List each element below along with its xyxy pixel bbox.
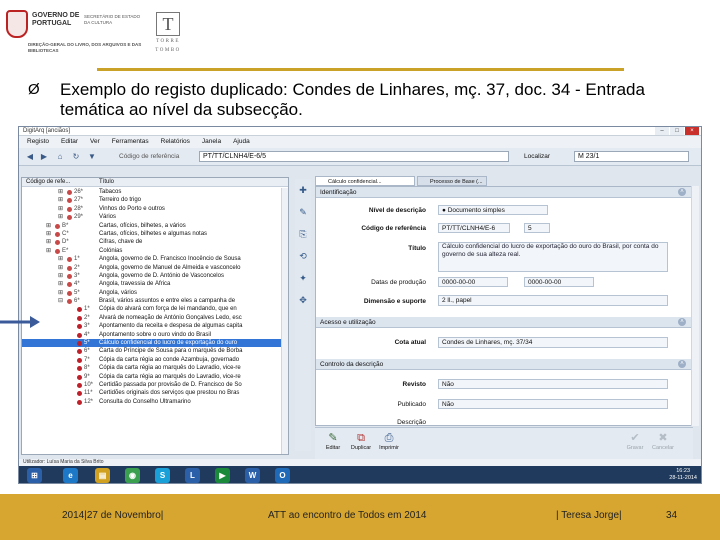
record-level-icon — [55, 249, 60, 254]
record-level-icon — [77, 341, 82, 346]
start-icon[interactable]: ⊞ — [27, 468, 42, 483]
tree-row-code: 27* — [74, 197, 84, 204]
revisto-field[interactable]: Não — [438, 379, 668, 389]
close-icon[interactable]: × — [685, 127, 699, 135]
publicado-field[interactable]: Não — [438, 399, 668, 409]
tree-row-title: Apontamento da receita e despesa de algumas capita — [99, 323, 243, 330]
tree-row-code: 5* — [84, 340, 90, 347]
duplicate-button[interactable] — [349, 431, 373, 451]
expand-icon[interactable]: ⊞ — [58, 189, 64, 195]
tree-row[interactable] — [22, 255, 288, 263]
move-icon[interactable]: ✥ — [299, 295, 307, 305]
tree-row-code: 10* — [84, 381, 94, 388]
tree-row-code: 2* — [84, 314, 90, 321]
descricao-label: Descrição — [397, 419, 426, 426]
tree-row[interactable] — [22, 205, 288, 213]
outlook-icon[interactable]: O — [275, 468, 290, 483]
edit-button[interactable] — [321, 431, 345, 451]
tree-row-code: 3* — [74, 272, 80, 279]
tree-row-code: 29* — [74, 214, 84, 221]
tree-row-title: Cópia da carta régia ao marquês do Lavradio, vice-re — [99, 365, 241, 372]
level-select[interactable]: ● Documento simples — [438, 205, 548, 215]
expand-icon[interactable]: ⊞ — [58, 289, 64, 296]
slide-header — [0, 0, 720, 68]
expand-icon[interactable]: ⊞ — [58, 281, 64, 288]
tree-row-code: 5* — [74, 289, 80, 296]
tree-row-code: 26* — [74, 189, 84, 195]
tree-row[interactable] — [22, 347, 288, 355]
record-level-icon — [67, 198, 72, 203]
record-level-icon — [77, 366, 82, 371]
record-level-icon — [67, 299, 72, 304]
duplicate-label: Duplicar — [350, 445, 372, 451]
ref-code-field-label: Código de referência — [361, 225, 426, 232]
bullet-arrow-icon: Ø — [28, 81, 40, 98]
tree-row[interactable] — [22, 314, 288, 322]
section-access[interactable] — [316, 317, 692, 328]
tree-row-code: 3* — [84, 323, 90, 330]
record-level-icon — [55, 224, 60, 229]
footer-author: | Teresa Jorge| — [556, 510, 622, 521]
record-tabs — [315, 176, 702, 186]
edit-icon[interactable]: ✎ — [299, 207, 307, 217]
tree-row-code: 4* — [74, 281, 80, 288]
word-icon[interactable]: W — [245, 468, 260, 483]
tree-row[interactable] — [22, 247, 288, 255]
tree-row-title: Certidão passada por provisão de D. Francisco de So — [99, 381, 242, 388]
record-level-icon — [77, 324, 82, 329]
tree-row-code: 7* — [84, 356, 90, 363]
tree-row-code: 12* — [84, 398, 94, 405]
collapse-icon[interactable]: ˄ — [678, 188, 686, 196]
tree-row[interactable] — [22, 373, 288, 381]
expand-icon[interactable]: ⊞ — [58, 264, 64, 271]
tree-row[interactable] — [22, 280, 288, 288]
tree-header — [22, 178, 288, 187]
taskbar — [19, 466, 702, 484]
attach-icon[interactable]: ⎘ — [299, 229, 307, 239]
tree-row[interactable] — [22, 238, 288, 246]
home-icon[interactable]: ⌂ — [57, 152, 63, 161]
tree-row[interactable] — [22, 188, 288, 196]
record-level-icon — [77, 358, 82, 363]
expand-icon[interactable]: ⊞ — [58, 214, 64, 221]
tree-row[interactable] — [22, 331, 288, 339]
skype-icon[interactable]: S — [155, 468, 170, 483]
gov-ministry: SECRETÁRIO DE ESTADO DA CULTURA — [84, 14, 141, 25]
gov-line-1: GOVERNO DE — [32, 12, 80, 19]
record-level-icon — [77, 391, 82, 396]
media-icon[interactable]: ▶ — [215, 468, 230, 483]
menu-bar — [19, 136, 701, 148]
tab-record[interactable]: Cálculo confidencial... — [315, 176, 415, 186]
back-icon[interactable]: ◀ — [26, 152, 34, 161]
folder-icon[interactable]: ▤ — [95, 468, 110, 483]
clock-date: 28-11-2014 — [669, 475, 697, 481]
tree-row-code: 28* — [74, 205, 84, 212]
dimension-field[interactable]: 2 ll., papel — [438, 295, 668, 306]
cancel-label: Cancelar — [651, 445, 674, 451]
tree-row[interactable] — [22, 222, 288, 230]
tree-row-code: 9* — [84, 373, 90, 380]
tree-row-code: 2* — [74, 264, 80, 271]
section-access-label: Acesso e utilização — [320, 319, 376, 326]
pencil-icon: ✎ — [328, 432, 338, 444]
record-level-icon — [67, 215, 72, 220]
tree-row-code: 1* — [84, 306, 90, 313]
tree-row-title: Angola, governo de D. Francisco Inocêncio de Sousa — [99, 256, 241, 263]
maximize-icon[interactable]: □ — [670, 127, 684, 135]
chrome-icon[interactable]: ◉ — [125, 468, 140, 483]
tree-row-code: B* — [62, 222, 69, 229]
toolbar — [19, 148, 701, 166]
tree-row[interactable] — [22, 398, 288, 406]
date-end-field[interactable]: 0000-00-00 — [524, 277, 594, 287]
tree-row-title: Cópia da carta régia ao marquês do Lavradio, vice-re — [99, 373, 241, 380]
tree-row[interactable] — [22, 272, 288, 280]
gov-line-2: PORTUGAL — [32, 20, 72, 27]
tree-row[interactable] — [22, 264, 288, 272]
menu-item[interactable]: Ferramentas — [111, 138, 149, 145]
tree-row-title: Angola, governo de Manuel de Almeida e vasconcelo — [99, 264, 241, 271]
record-level-icon — [67, 190, 72, 195]
dates-label: Datas de produção — [371, 279, 426, 286]
tree-row-code: 11* — [84, 390, 93, 397]
tree-row-title: Cartas, ofícios, bilhetes, a vários — [99, 222, 186, 229]
print-label: Imprimir — [379, 445, 399, 451]
level-label: Nível de descrição — [368, 207, 426, 214]
record-level-icon — [67, 291, 72, 296]
title-label: Título — [408, 245, 426, 252]
tag-icon[interactable]: ✦ — [299, 273, 307, 283]
torre-tombo-logo — [148, 12, 188, 60]
edit-label: Editar — [325, 445, 341, 451]
tree-row-title: Cálculo confidencial do lucro de exportação do ouro — [99, 340, 238, 347]
tree-row-code: 6* — [84, 348, 90, 355]
tree-row[interactable] — [22, 230, 288, 238]
tree-row-title: Colónias — [99, 247, 123, 254]
section-control-label: Controlo da descrição — [320, 361, 384, 368]
level-value: Documento simples — [447, 207, 505, 214]
forward-icon[interactable]: ▶ — [40, 152, 48, 161]
side-tools — [295, 179, 311, 451]
cota-field[interactable]: Condes de Linhares, mç. 37/34 — [438, 337, 668, 348]
tree-row-code: D* — [62, 239, 69, 246]
tree-col-title[interactable]: Título — [99, 179, 115, 185]
tree-row-title: Angola, governo de D. António de Vasconcelos — [99, 272, 224, 279]
tt-line-1: TORRE — [156, 39, 180, 44]
record-detail — [315, 186, 693, 426]
section-control[interactable] — [316, 359, 692, 370]
record-level-icon — [67, 266, 72, 271]
tree-row[interactable] — [22, 339, 288, 347]
tree-row-title: Brasil, vários assuntos e entre eles a campanha de — [99, 298, 236, 305]
cancel-icon: ✖ — [658, 432, 668, 444]
tree-col-code[interactable]: Código de refe... — [26, 179, 71, 185]
tree-row[interactable] — [22, 364, 288, 372]
footer-page-number: 34 — [666, 510, 678, 521]
dimension-label: Dimensão e suporte — [363, 298, 426, 305]
collapse-icon[interactable]: ˄ — [678, 318, 686, 326]
tree-row-title: Vinhos do Porto e outros — [99, 205, 165, 212]
app-titlebar — [19, 127, 701, 136]
clock-time: 16:23 — [676, 468, 691, 474]
cancel-button[interactable] — [651, 431, 675, 451]
print-icon: ⎙ — [384, 432, 394, 444]
record-level-icon — [67, 257, 72, 262]
tt-letter: T — [156, 12, 180, 36]
expand-icon[interactable]: ⊞ — [58, 272, 64, 279]
tree-row[interactable] — [22, 196, 288, 204]
locate-input[interactable]: M 23/1 — [574, 151, 689, 162]
ref-code-label: Código de referência — [119, 153, 180, 160]
tree-scrollbar[interactable] — [281, 188, 288, 454]
record-level-icon — [77, 375, 82, 380]
expand-icon[interactable]: ⊞ — [46, 230, 52, 237]
filter-icon[interactable]: ▼ — [88, 152, 96, 161]
expand-icon[interactable]: ⊞ — [58, 197, 64, 204]
window-title: DigitArq [anciãos] — [23, 128, 71, 134]
tree-row-title: Alvará de nomeação de António Gonçalves Ledo, esc — [99, 314, 242, 321]
ref-code-number[interactable]: 5 — [524, 223, 550, 233]
expand-icon[interactable]: ⊞ — [46, 247, 52, 254]
record-level-icon — [67, 274, 72, 279]
menu-item[interactable]: Editar — [61, 138, 79, 145]
tree-row[interactable] — [22, 356, 288, 364]
slide-footer — [0, 494, 720, 540]
menu-item[interactable]: Ajuda — [233, 138, 250, 145]
tree-row-code: 8* — [84, 365, 90, 372]
date-start-field[interactable]: 0000-00-00 — [438, 277, 508, 287]
tab-process[interactable]: Processo de Base (... — [417, 176, 487, 186]
footer-event: ATT ao encontro de Todos em 2014 — [268, 510, 427, 521]
tree-row-code: 1* — [74, 256, 80, 263]
tree-row[interactable] — [22, 389, 288, 397]
section-identification-label: Identificação — [320, 189, 357, 196]
locate-label: Localizar — [524, 153, 551, 160]
tree-row[interactable] — [22, 381, 288, 389]
window-controls — [655, 127, 699, 135]
record-level-icon — [77, 400, 82, 405]
gov-department: DIREÇÃO-GERAL DO LIVRO, DOS ARQUIVOS E DAS BIBLIOTECAS — [28, 42, 142, 53]
tree-row-title: Carta do Príncipe de Sousa para o marquês de Borba — [99, 348, 243, 355]
revisto-label: Revisto — [402, 381, 426, 388]
tree-row-code: 6* — [74, 298, 80, 305]
menu-item[interactable]: Ver — [90, 138, 100, 145]
menu-item[interactable]: Registo — [27, 138, 50, 145]
tree-row-title: Angola, vários — [99, 289, 138, 296]
menu-item[interactable]: Janela — [201, 138, 222, 145]
expand-icon[interactable]: ⊞ — [46, 222, 52, 229]
record-level-icon — [77, 383, 82, 388]
tree-row[interactable] — [22, 289, 288, 297]
tree-row[interactable] — [22, 305, 288, 313]
app-screenshot — [18, 126, 702, 484]
duplicate-icon: ⧉ — [357, 432, 365, 444]
record-level-icon — [77, 333, 82, 338]
expand-icon[interactable]: ⊟ — [58, 298, 64, 305]
cota-label: Cota atual — [394, 339, 426, 346]
check-icon: ✔ — [630, 432, 640, 444]
tree-row-title: Vários — [99, 214, 117, 221]
footer-date: 2014|27 de Novembro| — [62, 510, 164, 521]
tree-row-title: Cópia da carta régia ao conde Azambuja, governado — [99, 356, 240, 363]
tree-row-title: Certidões originais dos serviços que prestou no Bras — [99, 390, 240, 397]
tree-row-code: 4* — [84, 331, 90, 338]
action-bar — [315, 427, 693, 459]
tree-row-title: Cópia do alvará com força de lei mandando, que en — [99, 306, 237, 313]
tree-row[interactable] — [22, 213, 288, 221]
minimize-icon[interactable]: – — [655, 127, 669, 135]
expand-icon[interactable]: ⊞ — [58, 256, 64, 263]
government-logo — [6, 10, 156, 60]
menu-item[interactable]: Relatórios — [160, 138, 190, 145]
history-icon[interactable]: ⟲ — [299, 251, 307, 261]
ie-icon[interactable]: e — [63, 468, 78, 483]
print-button[interactable] — [377, 431, 401, 451]
detail-scrollbar[interactable] — [691, 186, 699, 426]
tree-row-title: Angola, travessia de África — [99, 281, 171, 288]
record-level-icon — [67, 282, 72, 287]
crest-icon — [6, 10, 28, 38]
refresh-icon[interactable]: ↻ — [72, 152, 80, 161]
tree-row-code: C* — [62, 230, 69, 237]
title-field[interactable]: Cálculo confidencial do lucro de exportação do ouro do Brasil, por conta do governo de sua alteza real. — [438, 242, 668, 272]
tree-row-title: Cifras, chave de — [99, 239, 143, 246]
ref-code-field[interactable]: PT/TT/CLNH4/E-6 — [438, 223, 510, 233]
record-level-icon — [77, 307, 82, 312]
expand-icon[interactable]: ⊞ — [58, 205, 64, 212]
lync-icon[interactable]: L — [185, 468, 200, 483]
tree-row-title: Apontamento sobre o ouro vindo do Brasil — [99, 331, 212, 338]
ref-code-input[interactable]: PT/TT/CLNH4/E-6/5 — [199, 151, 509, 162]
record-level-icon — [77, 349, 82, 354]
collapse-icon[interactable]: ˄ — [678, 360, 686, 368]
clock[interactable] — [669, 468, 697, 482]
pointer-arrow-icon — [0, 315, 40, 329]
tree-row-title: Cartas, ofícios, bilhetes e algumas notas — [99, 230, 208, 237]
tree-row[interactable] — [22, 322, 288, 330]
tree-row-title: Tabacos — [99, 189, 122, 195]
save-button[interactable] — [623, 431, 647, 451]
tree-row-title: Consulta do Conselho Ultramarino — [99, 398, 191, 405]
tt-line-2: TOMBO — [155, 48, 181, 53]
tree-row-code: E* — [62, 247, 69, 254]
tree-row[interactable] — [22, 297, 288, 305]
tree-rows — [22, 188, 288, 406]
status-bar: Utilizador: Luísa Maria da Silva Brito — [19, 459, 702, 466]
record-level-icon — [77, 316, 82, 321]
tree-pane — [21, 177, 289, 455]
section-identification[interactable] — [316, 187, 692, 198]
record-level-icon — [67, 207, 72, 212]
add-icon[interactable]: ✚ — [299, 185, 307, 195]
publicado-label: Publicado — [397, 401, 426, 408]
bullet-text: Exemplo do registo duplicado: Condes de Linhares, mç. 37, doc. 34 - Entrada temática ao nível da subsecção. — [60, 80, 645, 119]
tree-row-title: Terreiro do trigo — [99, 197, 142, 204]
record-level-icon — [55, 240, 60, 245]
record-level-icon — [55, 232, 60, 237]
header-divider — [97, 68, 624, 71]
save-label: Gravar — [626, 445, 644, 451]
expand-icon[interactable]: ⊞ — [46, 239, 52, 246]
